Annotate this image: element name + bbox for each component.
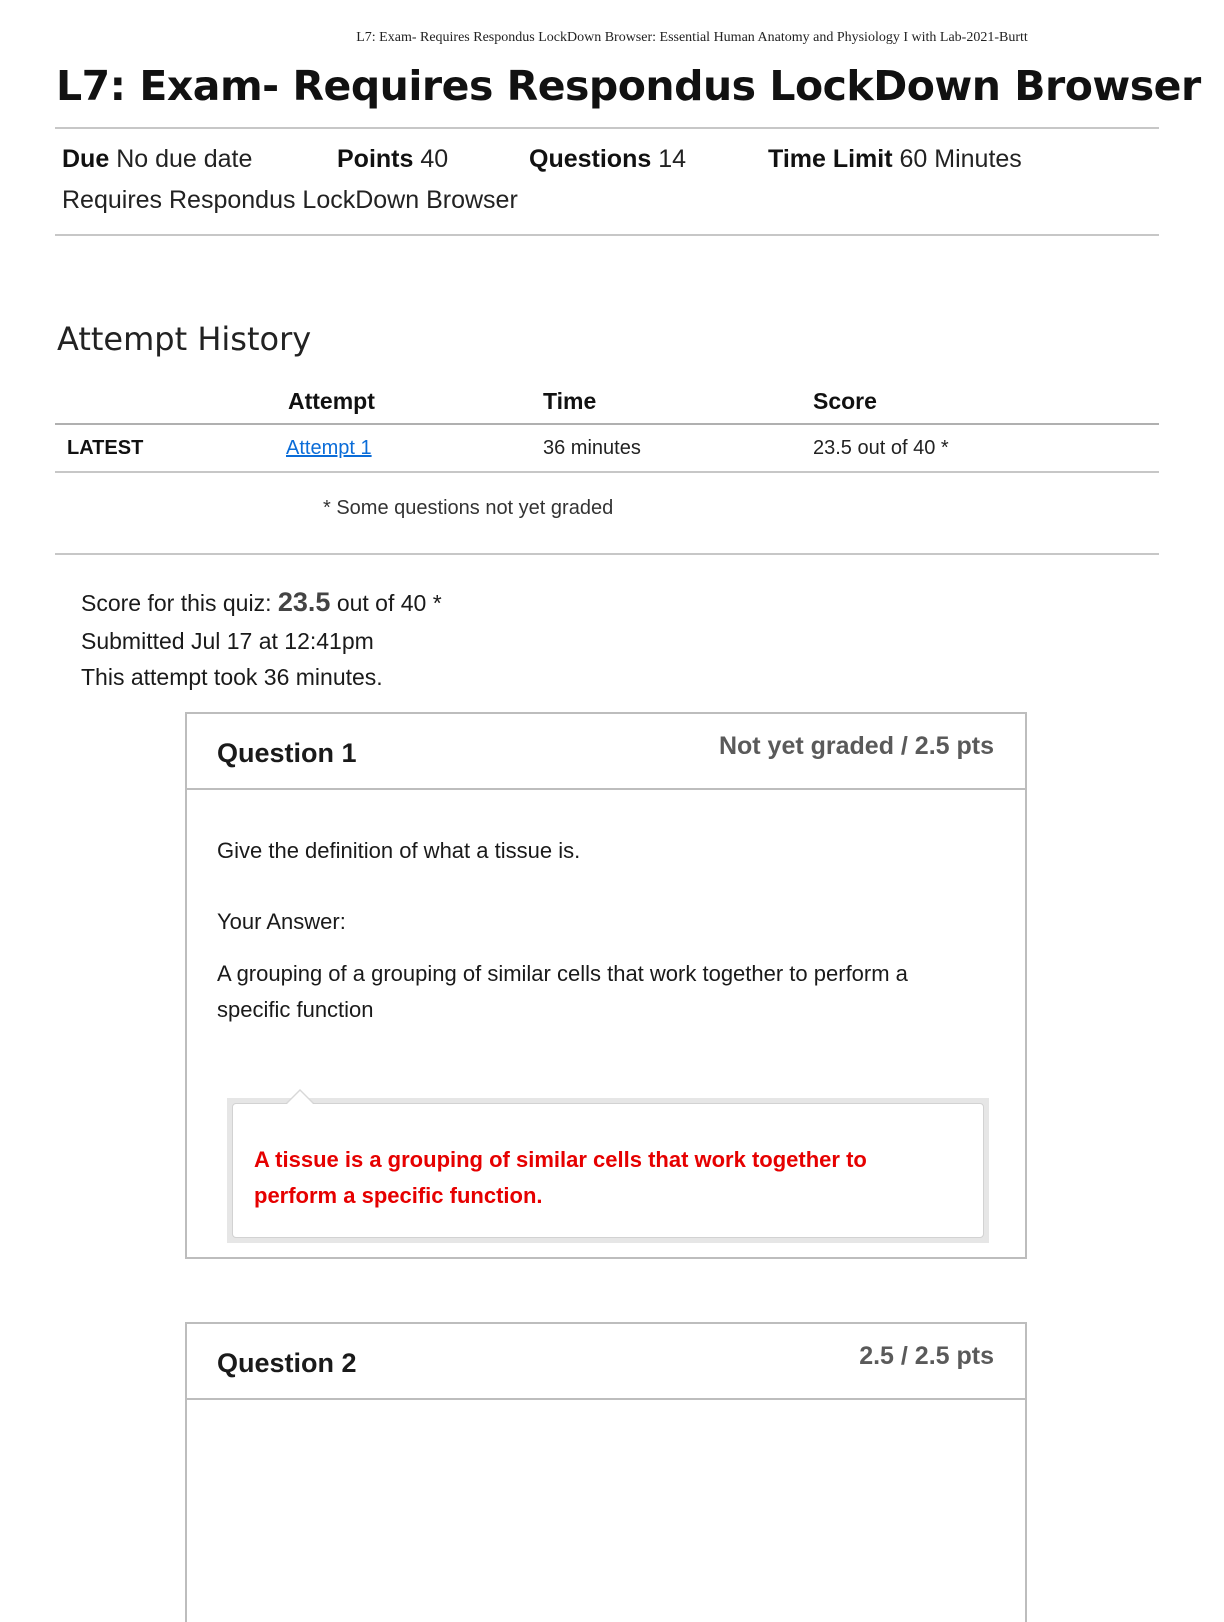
table-header-divider: [55, 423, 1159, 425]
comment-pointer: [287, 1091, 313, 1104]
time-limit-info: [768, 145, 1022, 174]
due-info: [62, 145, 252, 174]
column-header-time: Time: [543, 388, 597, 414]
student-answer: A grouping of a grouping of similar cells that work together to perform a specific function: [217, 961, 908, 1022]
divider: [55, 127, 1159, 129]
comment-bubble: [232, 1103, 984, 1238]
question-points: 2.5 / 2.5 pts: [859, 1342, 994, 1370]
due-value: No due date: [116, 145, 253, 173]
questions-info: [529, 145, 686, 174]
question-prompt: Give the definition of what a tissue is.: [217, 838, 581, 863]
question-title: Question 2: [217, 1348, 357, 1378]
questions-label: Questions: [529, 145, 652, 173]
attempt-history-heading: Attempt History: [57, 320, 312, 358]
attempt-duration: This attempt took 36 minutes.: [81, 664, 383, 690]
points-info: [337, 145, 448, 174]
quiz-score: [81, 587, 442, 618]
comment-text: A tissue is a grouping of similar cells that work together to perform a specific function.: [254, 1147, 867, 1208]
points-label: Points: [337, 145, 414, 173]
column-header-attempt: Attempt: [288, 388, 375, 414]
table-row-divider: [55, 471, 1159, 473]
page-header: L7: Exam- Requires Respondus LockDown Browser: Essential Human Anatomy and Physiology I with Lab-2021-Burtt: [356, 30, 1028, 45]
score-prefix: Score for this quiz:: [81, 590, 272, 616]
column-header-score: Score: [813, 388, 877, 414]
question-header: [187, 1324, 1025, 1400]
answer-label: Your Answer:: [217, 909, 346, 934]
submitted-time: Submitted Jul 17 at 12:41pm: [81, 628, 374, 654]
attempt-score: 23.5 out of 40 *: [813, 437, 949, 459]
quiz-title: L7: Exam- Requires Respondus LockDown Browser: [56, 62, 1201, 110]
question-2-card: [185, 1322, 1027, 1622]
score-value: 23.5: [277, 587, 331, 617]
divider: [55, 234, 1159, 236]
divider: [55, 553, 1159, 555]
question-points: Not yet graded / 2.5 pts: [718, 732, 994, 760]
attempt-time: 36 minutes: [543, 437, 641, 459]
grading-footnote: * Some questions not yet graded: [323, 497, 614, 519]
question-title: Question 1: [217, 738, 357, 768]
time-limit-label: Time Limit: [768, 145, 893, 173]
questions-value: 14: [658, 145, 687, 173]
due-label: Due: [62, 145, 110, 173]
question-header: [187, 714, 1025, 790]
attempt-1-link[interactable]: Attempt 1: [286, 437, 372, 459]
points-value: 40: [420, 145, 449, 173]
question-1-card: [185, 712, 1027, 1259]
lockdown-requirement: Requires Respondus LockDown Browser: [62, 186, 518, 214]
grader-comment: [227, 1098, 989, 1243]
latest-label: LATEST: [67, 437, 144, 459]
time-limit-value: 60 Minutes: [899, 145, 1022, 173]
score-suffix: out of 40 *: [336, 590, 442, 616]
